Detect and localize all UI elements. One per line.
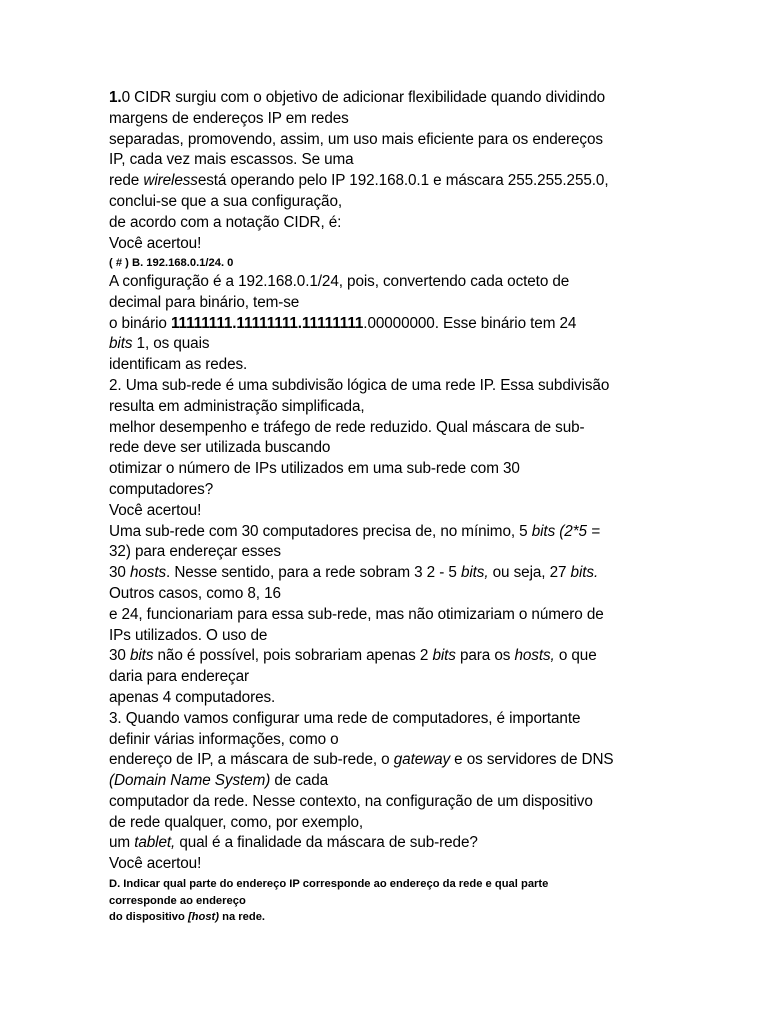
q2-statement-line: 2. Uma sub-rede é uma subdivisão lógica de uma rede IP. Essa subdivisão bbox=[109, 376, 610, 394]
q1-statement-line: rede wirelessestá operando pelo IP 192.168.0.1 e máscara 255.255.255.0, bbox=[109, 172, 609, 190]
q2-explanation-line: daria para endereçar bbox=[109, 668, 250, 686]
q1-explanation-line: o binário 11111111.11111111.11111111.00000000. Esse binário tem 24 bbox=[109, 314, 577, 332]
q3-statement-line: um tablet, qual é a finalidade da máscara de sub-rede? bbox=[109, 834, 478, 852]
q3-answer-line: do dispositivo [host) na rede. bbox=[109, 911, 266, 924]
q1-statement-line: 1.0 CIDR surgiu com o objetivo de adicionar flexibilidade quando dividindo bbox=[109, 89, 606, 106]
q1-explanation-line: identificam as redes. bbox=[109, 356, 248, 374]
q1-statement-line: margens de endereços IP em redes bbox=[109, 109, 349, 127]
q1-explanation-line: decimal para binário, tem-se bbox=[109, 293, 300, 311]
q3-statement-line: computador da rede. Nesse contexto, na configuração de um dispositivo bbox=[109, 792, 593, 810]
q2-explanation-line: IPs utilizados. O uso de bbox=[109, 626, 268, 644]
q2-explanation-line: 32) para endereçar esses bbox=[109, 543, 281, 561]
q2-explanation-line: 30 hosts. Nesse sentido, para a rede sobram 3 2 - 5 bits, ou seja, 27 bits. bbox=[109, 564, 599, 582]
q3-statement-line: definir várias informações, como o bbox=[109, 730, 339, 748]
q2-statement-line: resulta em administração simplificada, bbox=[109, 397, 365, 415]
q3-feedback: Você acertou! bbox=[109, 855, 202, 873]
q3-statement-line: de rede qualquer, como, por exemplo, bbox=[109, 813, 364, 831]
q2-explanation-line: Uma sub-rede com 30 computadores precisa de, no mínimo, 5 bits (2*5 = bbox=[109, 522, 600, 540]
q2-statement-line: rede deve ser utilizada buscando bbox=[109, 439, 331, 457]
q1-statement-line: IP, cada vez mais escassos. Se uma bbox=[109, 151, 354, 169]
q1-statement-line: de acordo com a notação CIDR, é: bbox=[109, 213, 342, 231]
document-body bbox=[109, 88, 669, 926]
q3-statement-line: 3. Quando vamos configurar uma rede de computadores, é importante bbox=[109, 709, 581, 727]
q3-statement-line: endereço de IP, a máscara de sub-rede, o gateway e os servidores de DNS bbox=[109, 751, 614, 769]
q1-statement-line: separadas, promovendo, assim, um uso mais eficiente para os endereços bbox=[109, 130, 603, 148]
q1-explanation-line: A configuração é a 192.168.0.1/24, pois, convertendo cada octeto de bbox=[109, 272, 570, 290]
q1-explanation-line: bits 1, os quais bbox=[109, 335, 210, 353]
q3-answer-line: corresponde ao endereço bbox=[109, 894, 246, 907]
q2-statement-line: melhor desempenho e tráfego de rede reduzido. Qual máscara de sub- bbox=[109, 418, 585, 436]
q2-feedback: Você acertou! bbox=[109, 501, 202, 519]
q1-feedback: Você acertou! bbox=[109, 234, 202, 252]
q2-statement-line: otimizar o número de IPs utilizados em uma sub-rede com 30 bbox=[109, 460, 520, 478]
q2-explanation-line: 30 bits não é possível, pois sobrariam apenas 2 bits para os hosts, o que bbox=[109, 647, 597, 665]
q2-explanation-line: apenas 4 computadores. bbox=[109, 688, 276, 706]
q1-statement-line: conclui-se que a sua configuração, bbox=[109, 192, 342, 210]
q3-answer-line: D. Indicar qual parte do endereço IP corresponde ao endereço da rede e qual parte bbox=[109, 878, 549, 891]
q2-statement-line: computadores? bbox=[109, 480, 214, 498]
q1-answer: ( # ) B. 192.168.0.1/24. 0 bbox=[109, 257, 234, 270]
q2-explanation-line: Outros casos, como 8, 16 bbox=[109, 584, 281, 602]
q2-explanation-line: e 24, funcionariam para essa sub-rede, mas não otimizariam o número de bbox=[109, 605, 604, 623]
q3-statement-line: (Domain Name System) de cada bbox=[109, 772, 329, 790]
